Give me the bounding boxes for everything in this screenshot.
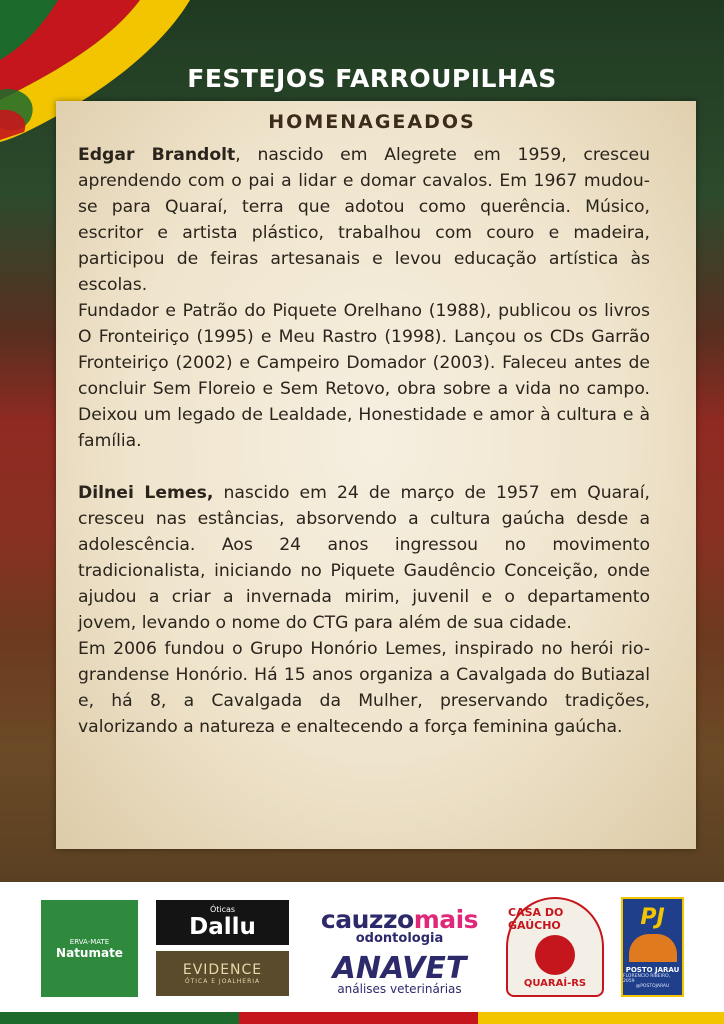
casa-do-gaucho-logo: CASA DO GAÚCHO QUARAÍ-RS	[506, 897, 604, 997]
article-body	[78, 142, 650, 740]
section-subtitle: HOMENAGEADOS	[268, 111, 476, 133]
paragraph-edgar-text: , nascido em Alegrete em 1959, cresceu aprendendo com o pai a lidar e domar cavalos. Em 1967 mudou-se para Quaraí, terra que adotou como querência. Músico, escritor e artista plástico, trabalhou com couro e madeira, participou de feiras artesanais e levou educação artística às escolas.	[78, 145, 650, 295]
honoree-name-edgar: Edgar Brandolt	[78, 145, 236, 165]
anavet-logo: ANAVET análises veterinárias	[332, 950, 467, 996]
honoree-name-dilnei: Dilnei Lemes,	[78, 483, 214, 503]
dallu-logo: Óticas Dallu	[156, 900, 289, 945]
paragraph-edgar	[78, 142, 650, 298]
evidence-logo: EVIDENCE ÓTICA E JOALHERIA	[156, 951, 289, 996]
natumate-logo: ERVA-MATE Natumate	[41, 900, 138, 997]
paragraph-dilnei-2: Em 2006 fundou o Grupo Honório Lemes, inspirado no herói rio-grandense Honório. Há 15 anos organiza a Cavalgada do Butiazal e, há 8, a Cavalgada da Mulher, preservando tradições, valorizando a natureza e enaltecendo a força feminina gaúcha.	[78, 639, 650, 737]
gaucho-silhouette-icon	[535, 935, 575, 975]
posto-jarau-logo: PJ POSTO JARAU FLORENCIO RIBEIRO, 2059 @POSTOJARAU	[621, 897, 684, 997]
paragraph-edgar-2: Fundador e Patrão do Piquete Orelhano (1988), publicou os livros O Fronteiriço (1995) e Meu Rastro (1998). Lançou os CDs Garrão Fronteiriço (2002) e Campeiro Domador (2003). Faleceu antes de concluir Sem Floreio e Sem Retovo, obra sobre a vida no campo. Deixou um legado de Lealdade, Honestidade e amor à cultura e à família.	[78, 301, 650, 451]
paragraph-dilnei-text: nascido em 24 de março de 1957 em Quaraí, cresceu nas estâncias, absorvendo a cultura gaúcha desde a adolescência. Aos 24 anos ingressou no movimento tradicionalista, iniciando no Piquete Gaudêncio Conceição, onde ajudou a criar a invernada mirim, juvenil e o departamento jovem, levando o nome do CTG para além de sua cidade.	[78, 483, 650, 633]
cauzzomais-logo: cauzzomais odontologia	[320, 904, 479, 946]
paragraph-dilnei	[78, 480, 650, 636]
hill-icon	[629, 934, 677, 962]
page-title: FESTEJOS FARROUPILHAS	[187, 64, 557, 93]
flag-color-bar	[0, 1012, 724, 1024]
paragraph-gap	[78, 454, 650, 480]
